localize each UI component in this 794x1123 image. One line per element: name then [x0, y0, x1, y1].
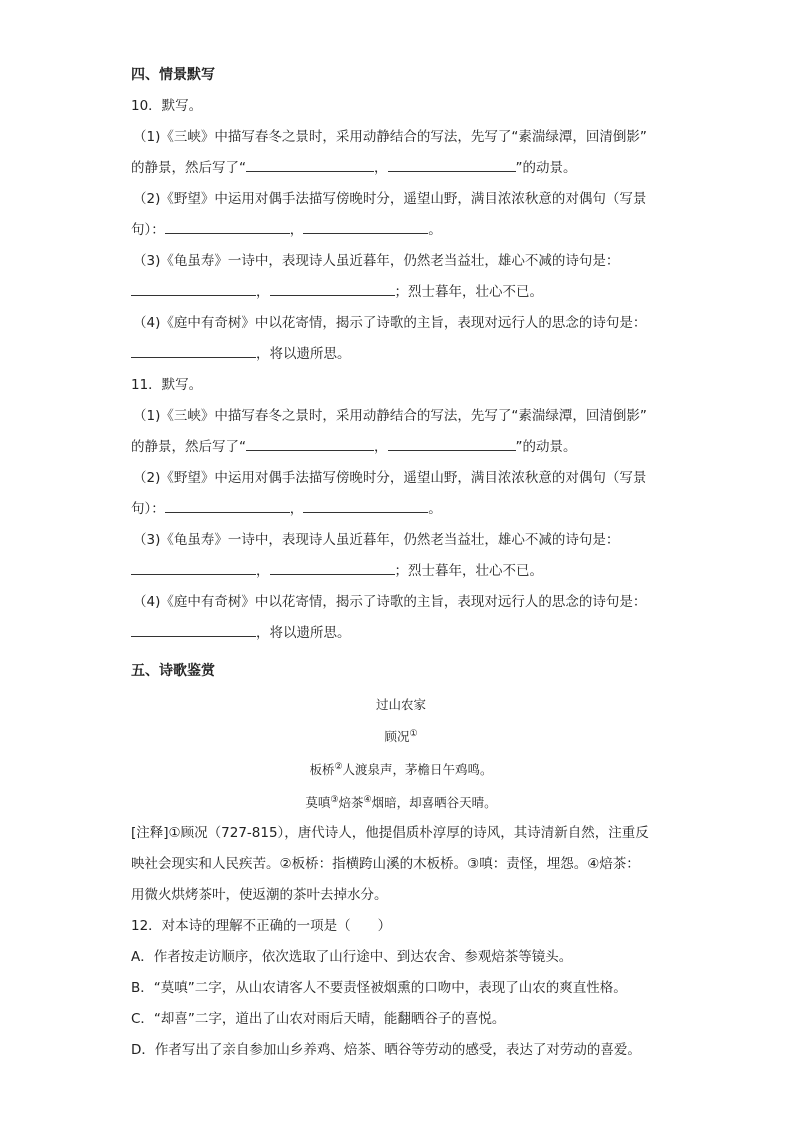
q11-p1-blank-2[interactable]	[388, 436, 516, 451]
q10-p2-blank-2[interactable]	[303, 219, 428, 234]
q10-p1-blank-1[interactable]	[246, 157, 374, 172]
poem-line-2-b: 焙茶	[338, 795, 364, 811]
q11-p2-blank-2[interactable]	[303, 498, 428, 513]
section-4-title: 四、情景默写	[131, 67, 215, 83]
q12-option-c[interactable]: C．“却喜”二字，道出了山农对雨后天晴，能翻晒谷子的喜悦。	[131, 1011, 506, 1028]
q11-p2-post: 。	[428, 501, 442, 517]
q10-p4-blank-1[interactable]	[131, 343, 256, 358]
q10-p2-pre: 句）：	[131, 222, 165, 238]
q10-p2-line2	[131, 215, 671, 246]
q10-p3-blank-1[interactable]	[131, 281, 256, 296]
q11-p1-mid: ，	[374, 439, 388, 455]
q11-p1-line2	[131, 432, 671, 463]
q10-p1-line1: （1)《三峡》中描写春冬之景时，采用动静结合的写法，先写了“素湍绿潭，回清倒影”	[133, 129, 647, 145]
q11-p3-line1: （3)《龟虽寿》一诗中，表现诗人虽近暮年，仍然老当益壮，雄心不减的诗句是：	[133, 532, 620, 548]
q10-p4-post: ，将以遗所思。	[256, 346, 351, 362]
poem-line-2	[131, 785, 671, 818]
q10-p3-line1: （3)《龟虽寿》一诗中，表现诗人虽近暮年，仍然老当益壮，雄心不减的诗句是：	[133, 253, 620, 269]
q11-p3-blank-1[interactable]	[131, 560, 256, 575]
q10-p3-blank-2[interactable]	[270, 281, 395, 296]
q11-p2-line1: （2)《野望》中运用对偶手法描写傍晚时分，遥望山野，满目浓浓秋意的对偶句（写景	[133, 470, 647, 486]
poem-title: 过山农家	[375, 697, 426, 712]
poem-line-2-a: 莫嗔	[305, 795, 331, 811]
q10-p3-mid: ，	[256, 284, 270, 300]
q11-p2-mid: ，	[289, 501, 304, 517]
q11-p4-blank-1[interactable]	[131, 622, 256, 637]
poem-author-note-mark: ①	[409, 729, 418, 739]
q12-option-d[interactable]: D．作者写出了亲自参加山乡养鸡、焙茶、晒谷等劳动的感受，表达了对劳动的喜爱。	[131, 1042, 641, 1059]
poem-line-1	[131, 752, 671, 785]
q10-p2-post: 。	[428, 222, 442, 238]
q11-p4-post: ，将以遗所思。	[256, 625, 351, 641]
q11-p2-pre: 句）：	[131, 501, 165, 517]
q10-p3-post: ；烈士暮年，壮心不已。	[394, 284, 543, 300]
poem-line-1-b: 人渡泉声，茅檐日午鸡鸣。	[342, 762, 493, 778]
poem-line-2-c: 烟暗，却喜晒谷天晴。	[371, 795, 497, 811]
q11-p4-line2	[131, 618, 671, 649]
q10-p1-blank-2[interactable]	[388, 157, 516, 172]
poem-line-2-note-2: ④	[363, 795, 372, 806]
q10-p4-line1: （4)《庭中有奇树》中以花寄情，揭示了诗歌的主旨，表现对远行人的思念的诗句是：	[133, 315, 647, 331]
q10-p2-mid: ，	[289, 222, 304, 238]
q10-number: 10．默写。	[131, 98, 203, 114]
poem-line-1-a: 板桥	[309, 762, 335, 778]
q11-p1-pre: 的静景，然后写了“	[131, 439, 246, 455]
q11-p3-blank-2[interactable]	[270, 560, 395, 575]
page-content	[131, 60, 671, 1066]
poem-author	[131, 719, 671, 752]
q11-p3-post: ；烈士暮年，壮心不已。	[394, 563, 543, 579]
q10-p3-line2	[131, 277, 671, 308]
q11-p1-line1: （1)《三峡》中描写春冬之景时，采用动静结合的写法，先写了“素湍绿潭，回清倒影”	[133, 408, 647, 424]
poem-line-2-note-1: ③	[330, 795, 339, 806]
annotation-line-3: 用微火烘烤茶叶，使返潮的茶叶去掉水分。	[131, 887, 388, 904]
poem-author-name: 顾况	[384, 729, 410, 745]
q12-stem: 12．对本诗的理解不正确的一项是（ ）	[131, 918, 392, 935]
q11-p4-line1: （4)《庭中有奇树》中以花寄情，揭示了诗歌的主旨，表现对远行人的思念的诗句是：	[133, 594, 647, 610]
q11-p1-post: ”的动景。	[515, 439, 577, 455]
q11-p1-blank-1[interactable]	[246, 436, 374, 451]
q10-p2-blank-1[interactable]	[165, 219, 290, 234]
q11-p3-line2	[131, 556, 671, 587]
q11-number: 11．默写。	[131, 377, 203, 393]
q10-p1-post: ”的动景。	[515, 160, 577, 176]
q12-option-b[interactable]: B．“莫嗔”二字，从山农请客人不要责怪被烟熏的口吻中，表现了山农的爽直性格。	[131, 980, 627, 997]
section-5-title: 五、诗歌鉴赏	[131, 663, 215, 679]
q10-p2-line1: （2)《野望》中运用对偶手法描写傍晚时分，遥望山野，满目浓浓秋意的对偶句（写景	[133, 191, 647, 207]
q12-option-a[interactable]: A．作者按走访顺序，依次选取了山行途中、到达农舍、参观焙茶等镜头。	[131, 949, 573, 966]
q11-p3-mid: ，	[256, 563, 270, 579]
q10-p4-line2	[131, 339, 671, 370]
q11-p2-blank-1[interactable]	[165, 498, 290, 513]
poem-line-1-note: ②	[334, 762, 343, 773]
annotation-line-1: [注释]①顾况（727-815），唐代诗人，他提倡质朴淳厚的诗风，其诗清新自然，注重反	[131, 825, 649, 842]
q10-p1-mid: ，	[374, 160, 388, 176]
q10-p1-pre: 的静景，然后写了“	[131, 160, 246, 176]
q10-p1-line2	[131, 153, 671, 184]
annotation-line-2: 映社会现实和人民疾苦。②板桥：指横跨山溪的木板桥。③嗔：责怪，埋怨。④焙茶：	[131, 856, 640, 873]
q11-p2-line2	[131, 494, 671, 525]
